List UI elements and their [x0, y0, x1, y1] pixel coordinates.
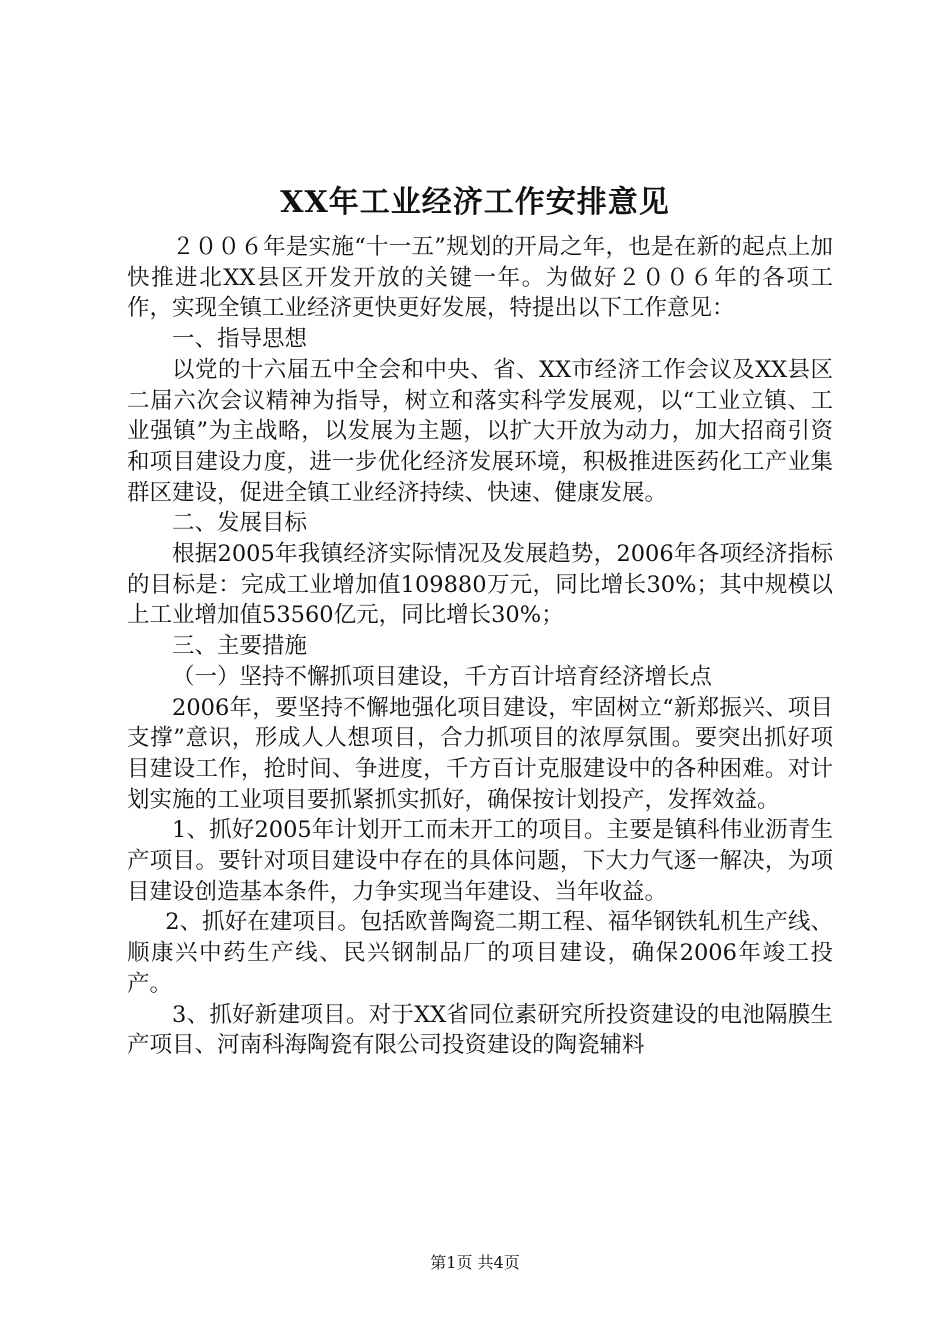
list-item-3: 3、抓好新建项目。对于XX省同位素研究所投资建设的电池隔膜生产项目、河南科海陶瓷有限公司投资建设的陶瓷辅料	[127, 1001, 833, 1059]
guiding-thought-paragraph: 以党的十六届五中全会和中央、省、XX市经济工作会议及XX县区二届六次会议精神为指导，树立和落实科学发展观，以“工业立镇、工业强镇”为主战略，以发展为主题，以扩大开放为动力，加大招商引资和项目建设力度，进一步优化经济发展环境，积极推进医药化工产业集群区建设，促进全镇工业经济持续、快速、健康发展。	[127, 356, 833, 506]
project-construction-paragraph: 2006年，要坚持不懈地强化项目建设，牢固树立“新郑振兴、项目支撑”意识，形成人人想项目，合力抓项目的浓厚氛围。要突出抓好项目建设工作，抢时间、争进度，千方百计克服建设中的各种困难。对计划实施的工业项目要抓紧抓实抓好，确保按计划投产，发挥效益。	[127, 694, 833, 813]
intro-paragraph: ２００６年是实施“十一五”规划的开局之年，也是在新的起点上加快推进北XX县区开发开放的关键一年。为做好２００６年的各项工作，实现全镇工业经济更快更好发展，特提出以下工作意见：	[127, 234, 833, 322]
page-footer: 第1页 共4页	[430, 1253, 520, 1272]
list-item-1: 1、抓好2005年计划开工而未开工的项目。主要是镇科伟业沥青生产项目。要针对项目建设中存在的具体问题，下大力气逐一解决，为项目建设创造基本条件，力争实现当年建设、当年收益。	[127, 817, 833, 905]
section-heading-main-measures: 三、主要措施	[172, 633, 308, 660]
list-item-2: 2、抓好在建项目。包括欧普陶瓷二期工程、福华钢铁轧机生产线、顺康兴中药生产线、民兴钢制品厂的项目建设，确保2006年竣工投产。	[127, 909, 833, 997]
document-body	[127, 232, 833, 1061]
document-title: XX年工业经济工作安排意见	[280, 185, 670, 220]
section-heading-development-goals: 二、发展目标	[172, 510, 308, 537]
section-heading-guiding-thought: 一、指导思想	[172, 326, 308, 353]
development-goals-paragraph: 根据2005年我镇经济实际情况及发展趋势，2006年各项经济指标的目标是：完成工业增加值109880万元，同比增长30%；其中规模以上工业增加值53560亿元，同比增长30%；	[127, 541, 833, 629]
subsection-heading-project-construction: （一）坚持不懈抓项目建设，千方百计培育经济增长点	[172, 663, 713, 690]
